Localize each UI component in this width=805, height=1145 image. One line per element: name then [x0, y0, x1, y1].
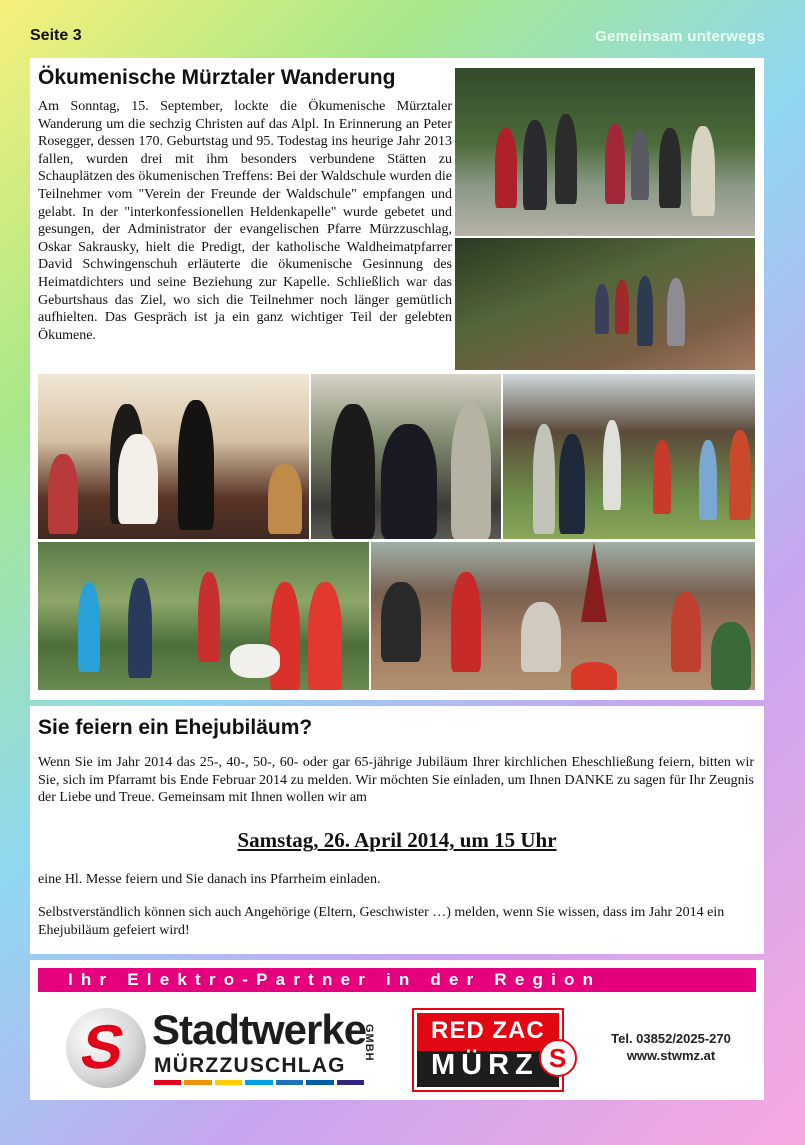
article-jubilee-intro: Wenn Sie im Jahr 2014 das 25-, 40-, 50-, 60- oder gar 65-jährige Jubiläum Ihrer kirchlichen Eheschließung feiern, bitten wir Sie, sich im Pfarramt bis Ende Februar 2014 zu melden. Wir möchten Sie einladen, um Ihnen DANKE zu sagen für Ihr Zeugnis der Liebe und Treue. Gemeinsam mit Ihnen wollen wir am — [38, 755, 754, 806]
page-number: Seite 3 — [30, 27, 82, 44]
photo-group-walking — [455, 68, 755, 236]
advertisement — [30, 960, 764, 1100]
stripe — [245, 1080, 272, 1085]
jubilee-date: Samstag, 26. April 2014, um 15 Uhr — [237, 828, 557, 852]
article-hike-title: Ökumenische Mürztaler Wanderung — [38, 66, 396, 89]
ad-website[interactable]: www.stwmz.at — [626, 1048, 716, 1063]
article-hike-body: Am Sonntag, 15. September, lockte die Ökumenische Mürztaler Wanderung um die sechzig Christen auf das Alpl. In Erinnerung an Peter Rosegger, dessen 170. Geburtstag und 95. Todestag ins heurige Jahr 2013 fallen, wurden drei mit ihm besonders verbundene Stätten zu Schauplätzen des ökumenischen Treffens: Bei der Waldschule wurden die Teilnehmer vom "Verein der Freunde der Waldschule" empfangen und gelabt. In der "interkonfessionellen Heldenkapelle" wurde gebetet und gesungen, der Administrator der evangelischen Pfarre Mürzzuschlag, Oskar Sakrausky, hielt die Predigt, der katholische Waldheimatpfarrer David Schwingenschuh erläuterte die ökumenische Gesinnung des Heimatdichters und seine Beziehung zur Kapelle. Schließlich war das Geburtshaus das Ziel, wo sich die Teilnehmer noch länger gemütlich aufhielten. Das Gespräch ist ja ein ganz wichtiger Teil der gelebten Ökumene. — [38, 99, 452, 343]
stripe — [276, 1080, 303, 1085]
ad-banner: Ihr Elektro-Partner in der Region — [38, 968, 756, 992]
stadtwerke-gmbh: GMBH — [363, 1024, 375, 1062]
redzac-s-glyph: S — [549, 1043, 567, 1073]
publication-title: Gemeinsam unterwegs — [595, 28, 765, 45]
stripe — [154, 1080, 181, 1085]
stadtwerke-name: Stadtwerke — [152, 1006, 367, 1053]
redzac-bottom-text: MÜRZ — [431, 1049, 539, 1081]
article-jubilee-relatives: Selbstverständlich können sich auch Angehörige (Eltern, Geschwister …) melden, wenn Sie wissen, dass im Jahr 2014 ein Ehejubiläum gefeiert wird! — [38, 905, 725, 938]
article-jubilee — [30, 706, 764, 954]
stripe — [184, 1080, 211, 1085]
ad-phone: Tel. 03852/2025-270 — [611, 1031, 731, 1046]
redzac-logo — [414, 1010, 567, 1090]
ad-contact — [596, 1030, 746, 1064]
stripe — [215, 1080, 242, 1085]
stadtwerke-stripes — [154, 1080, 364, 1085]
article-jubilee-title: Sie feiern ein Ehejubiläum? — [38, 716, 313, 739]
photo-birth-house — [503, 374, 755, 539]
article-hike — [30, 58, 764, 700]
stripe — [337, 1080, 364, 1085]
stadtwerke-logo-icon — [66, 1008, 146, 1088]
photo-priest-talk — [311, 374, 501, 539]
stadtwerke-town: MÜRZZUSCHLAG — [154, 1054, 346, 1077]
photo-forest-path — [455, 238, 755, 370]
photo-terrace-rest — [371, 542, 755, 690]
redzac-top-text: RED ZAC — [431, 1017, 545, 1044]
redzac-s-icon — [539, 1039, 577, 1077]
photo-chapel-service — [38, 374, 309, 539]
article-jubilee-mass: eine Hl. Messe feiern und Sie danach ins Pfarrheim einladen. — [38, 872, 381, 887]
photo-gathering-lawn — [38, 542, 369, 690]
stripe — [306, 1080, 333, 1085]
stadtwerke-logo-letter: S — [74, 1013, 131, 1082]
